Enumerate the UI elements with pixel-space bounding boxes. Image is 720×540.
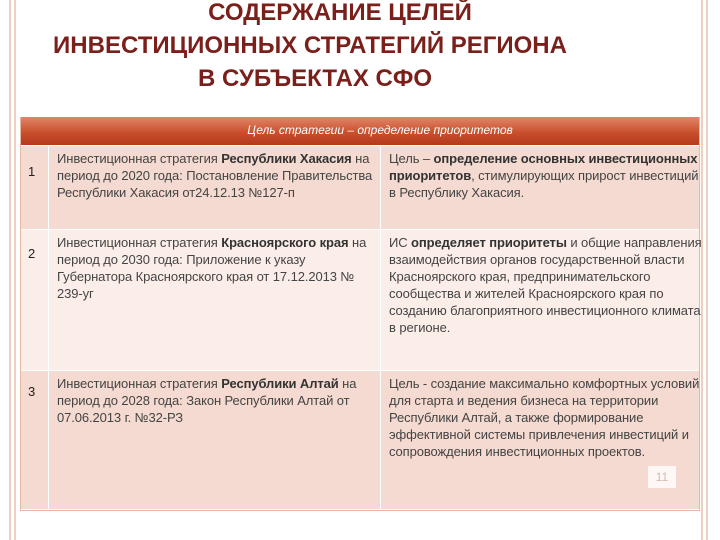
strategy-goal-cell (381, 230, 702, 370)
table-header: Цель стратегии – определение приоритетов (21, 117, 699, 145)
table-row (21, 145, 699, 229)
table-row (21, 229, 702, 370)
strategy-goal-cell (381, 371, 699, 509)
table-row (21, 370, 699, 509)
strategy-document-text: Инвестиционная стратегия Республики Хакасия на период до 2020 года: Постановление Правительства Республики Хакасия от24.12.13 №127-п (57, 151, 373, 200)
strategy-document-cell (49, 146, 381, 229)
strategy-document-text: Инвестиционная стратегия Республики Алтай на период до 2028 года: Закон Республики Алтай от 07.06.2013 г. №32-РЗ (57, 376, 357, 425)
strategy-document-text: Инвестиционная стратегия Красноярского края на период до 2030 года: Приложение к указу Губернатора Красноярского края от 17.12.2013 № 239-уг (57, 235, 367, 301)
page-number: 11 (648, 466, 676, 488)
strategy-table (20, 117, 700, 511)
row-number: 1 (28, 164, 36, 179)
title-line-1: СОДЕРЖАНИЕ ЦЕЛЕЙ (208, 0, 472, 26)
strategy-document-cell (49, 371, 381, 509)
row-number-cell (21, 146, 49, 229)
row-number: 3 (28, 384, 36, 399)
slide-title (0, 0, 720, 95)
strategy-goal-text: Цель - создание максимально комфортных условий для старта и ведения бизнеса на территории Республики Алтай, а также формирование эффективной системы привлечения инвестиций и сопровождения инвестиционных проектов. (389, 376, 700, 459)
strategy-document-cell (49, 230, 381, 370)
row-number-cell (21, 371, 49, 509)
row-number: 2 (28, 246, 36, 261)
title-line-3: В СУБЪЕКТАХ СФО (197, 65, 433, 92)
strategy-goal-cell (381, 146, 699, 229)
strategy-goal-text: ИС определяет приоритеты и общие направления взаимодействия органов государственной власти Красноярского края, предпринимательского сообщества и жителей Красноярского края по созданию благоприятного инвестиционного климата в регионе. (389, 235, 702, 335)
strategy-goal-text: Цель – определение основных инвестиционных приоритетов, стимулирующих прирост инвестиций в Республику Хакасия. (389, 151, 699, 200)
title-line-2: ИНВЕСТИЦИОННЫХ СТРАТЕГИЙ РЕГИОНА (53, 32, 567, 59)
row-number-cell (21, 230, 49, 370)
